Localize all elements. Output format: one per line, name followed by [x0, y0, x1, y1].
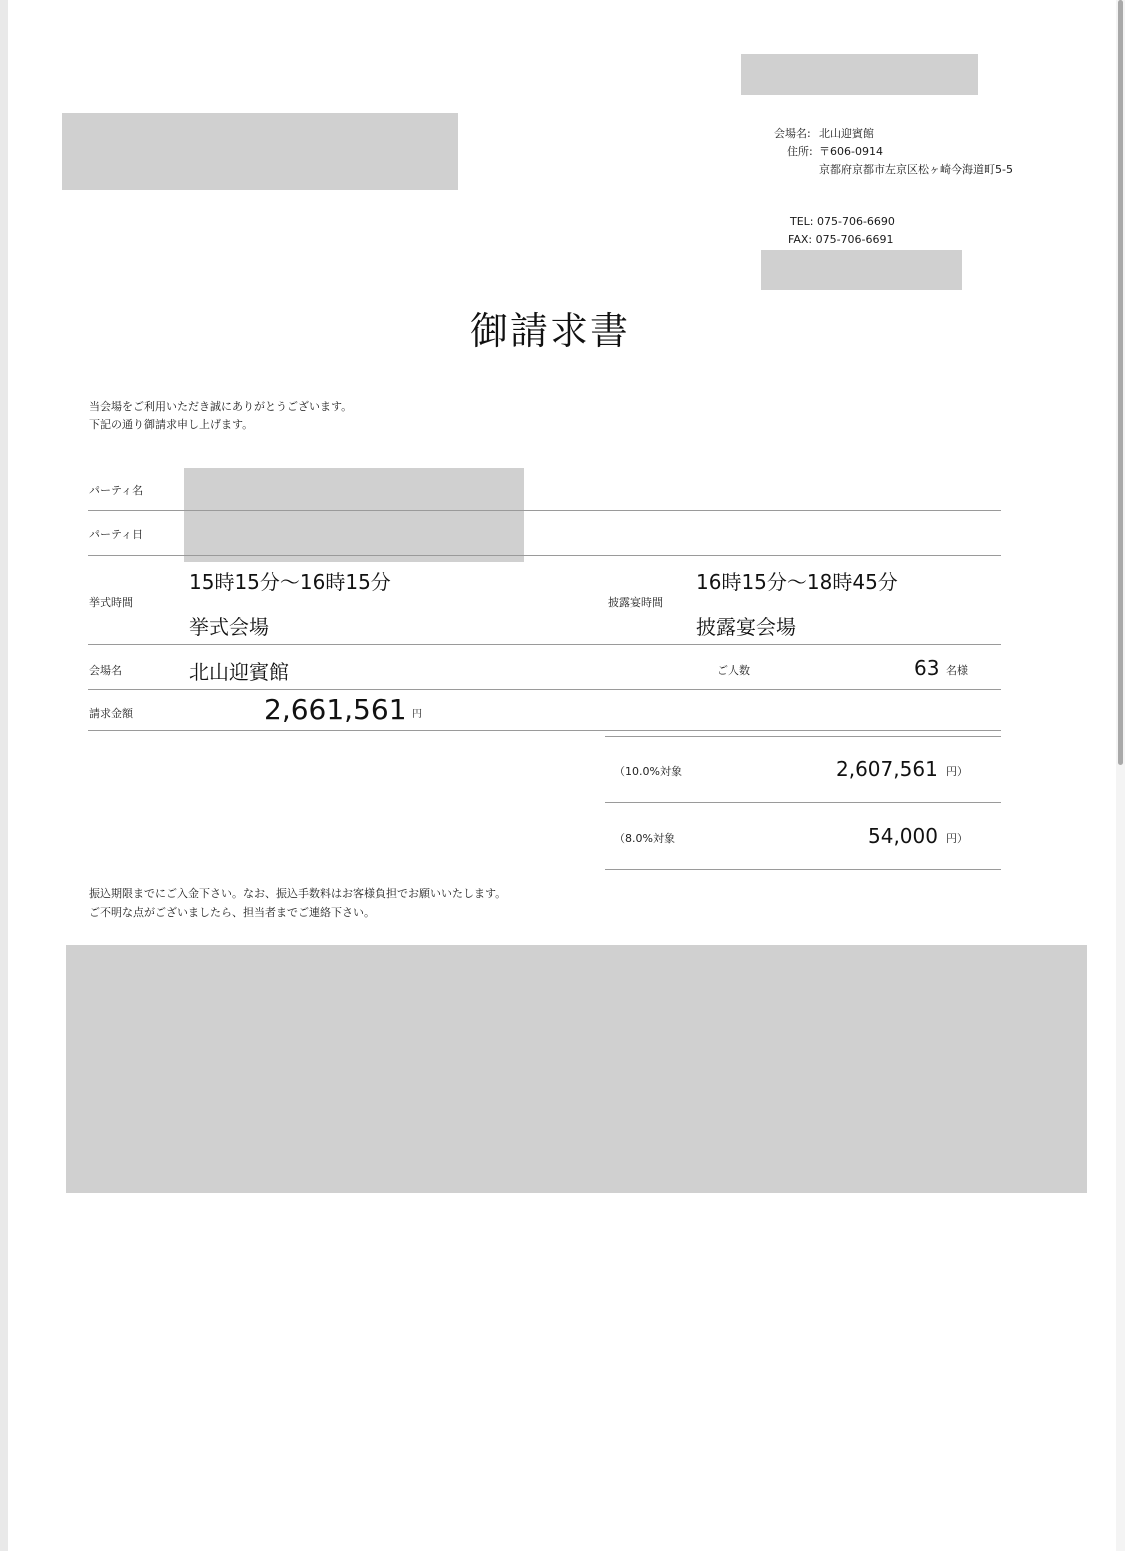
- ceremony-time: 15時15分〜16時15分: [189, 570, 391, 594]
- tax-10-label: （10.0%対象: [614, 765, 682, 778]
- divider: [605, 802, 1001, 803]
- divider: [88, 510, 1001, 511]
- tax-8-unit: 円）: [946, 832, 968, 845]
- greeting-line-1: 当会場をご利用いただき誠にありがとうございます。: [89, 400, 353, 413]
- amount-label: 請求金額: [89, 707, 133, 720]
- redacted-party-info: [184, 468, 524, 562]
- vertical-scrollbar[interactable]: [1116, 0, 1125, 1551]
- divider: [88, 555, 1001, 556]
- venue-label: 会場名: [89, 664, 122, 677]
- tax-8-amount: 54,000: [868, 824, 938, 848]
- invoice-page: [8, 0, 1116, 1551]
- guests-count: 63: [914, 656, 940, 680]
- divider: [605, 736, 1001, 737]
- notes-line-1: 振込期限までにご入金下さい。なお、振込手数料はお客様負担でお願いいたします。: [89, 887, 507, 900]
- reception-time-label: 披露宴時間: [608, 596, 663, 609]
- scrollbar-thumb[interactable]: [1118, 0, 1123, 765]
- party-date-label: パーティ日: [89, 528, 144, 541]
- divider: [88, 730, 1001, 731]
- party-name-label: パーティ名: [89, 484, 144, 497]
- venue-name: 北山迎賓館: [189, 660, 289, 684]
- tax-10-unit: 円）: [946, 765, 968, 778]
- sender-venue-name: 北山迎賓館: [819, 127, 874, 140]
- page-title: 御請求書: [470, 309, 631, 353]
- amount-unit: 円: [412, 709, 422, 720]
- redacted-recipient: [62, 113, 458, 190]
- sender-address-label: 住所:: [787, 145, 813, 158]
- sender-venue-label: 会場名:: [774, 127, 811, 140]
- divider: [88, 644, 1001, 645]
- ceremony-time-label: 挙式時間: [89, 596, 133, 609]
- sender-fax: FAX: 075-706-6691: [788, 233, 894, 246]
- ceremony-venue: 挙式会場: [189, 615, 269, 639]
- redacted-sender-logo: [741, 54, 978, 95]
- guests-unit: 名様: [946, 664, 968, 677]
- redacted-bank-info: [66, 945, 1087, 1193]
- guests-label: ご人数: [717, 664, 750, 677]
- reception-time: 16時15分〜18時45分: [696, 570, 898, 594]
- notes-line-2: ご不明な点がございましたら、担当者までご連絡下さい。: [89, 906, 375, 919]
- reception-venue: 披露宴会場: [696, 615, 796, 639]
- greeting-line-2: 下記の通り御請求申し上げます。: [89, 418, 254, 431]
- divider: [605, 869, 1001, 870]
- amount-value: 2,661,561: [264, 693, 407, 726]
- tax-10-amount: 2,607,561: [836, 757, 938, 781]
- tax-8-label: （8.0%対象: [614, 832, 675, 845]
- divider: [88, 689, 1001, 690]
- sender-address: 京都府京都市左京区松ヶ崎今海道町5-5: [819, 163, 1013, 176]
- sender-tel: TEL: 075-706-6690: [790, 215, 895, 228]
- redacted-seal: [761, 250, 962, 290]
- sender-postal: 〒606-0914: [819, 145, 883, 158]
